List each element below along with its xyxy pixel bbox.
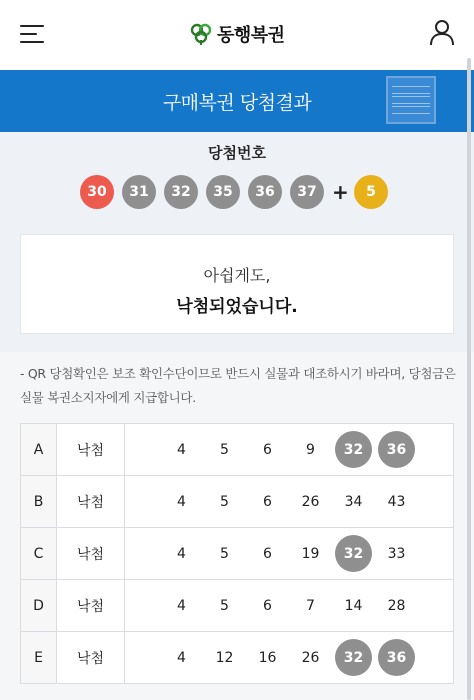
brand-logo-link[interactable] — [190, 20, 285, 48]
winning-number-ball: 36 — [248, 175, 282, 209]
winning-number-ball: 30 — [80, 175, 114, 209]
game-number: 19 — [301, 545, 320, 562]
games-table — [20, 423, 454, 684]
matched-number-ball: 32 — [335, 639, 372, 676]
top-navigation-bar — [0, 0, 474, 70]
game-result: 낙첨 — [57, 424, 125, 476]
game-row — [21, 632, 454, 684]
page-scrollbar[interactable] — [467, 58, 471, 700]
game-row — [21, 476, 454, 528]
game-numbers-cell — [125, 476, 454, 528]
game-number: 5 — [220, 545, 229, 562]
game-result: 낙첨 — [57, 632, 125, 684]
game-label: A — [21, 424, 57, 476]
game-number: 16 — [258, 649, 277, 666]
result-message-line1: 아쉽게도, — [203, 266, 271, 285]
winning-number-ball: 31 — [122, 175, 156, 209]
game-numbers-cell — [125, 580, 454, 632]
matched-number-ball: 36 — [378, 431, 415, 468]
game-row — [21, 424, 454, 476]
game-number: 28 — [387, 597, 406, 614]
game-number: 26 — [301, 649, 320, 666]
game-row — [21, 580, 454, 632]
winning-number-ball: 35 — [206, 175, 240, 209]
game-number: 6 — [263, 597, 272, 614]
game-number: 6 — [263, 493, 272, 510]
game-numbers-cell — [125, 632, 454, 684]
game-label: B — [21, 476, 57, 528]
brand-name: 동행복권 — [217, 25, 285, 46]
game-result: 낙첨 — [57, 580, 125, 632]
page-title: 구매복권 당첨결과 — [162, 92, 312, 114]
matched-number-ball: 32 — [335, 535, 372, 572]
game-number: 5 — [220, 441, 229, 458]
game-number: 4 — [177, 597, 186, 614]
plus-sign: + — [332, 180, 349, 204]
clover-logo-icon — [190, 22, 212, 46]
winning-number-ball: 37 — [290, 175, 324, 209]
game-result: 낙첨 — [57, 476, 125, 528]
game-numbers-cell — [125, 528, 454, 580]
winning-numbers-balls — [80, 174, 396, 210]
winning-numbers-section — [0, 132, 474, 352]
result-title-band — [0, 70, 474, 132]
game-number: 34 — [344, 493, 363, 510]
result-message-card — [20, 234, 454, 334]
game-number: 14 — [344, 597, 363, 614]
winning-numbers-title: 당첨번호 — [208, 144, 266, 162]
game-number: 12 — [215, 649, 234, 666]
game-number: 5 — [220, 493, 229, 510]
game-number: 33 — [387, 545, 406, 562]
game-label: C — [21, 528, 57, 580]
hamburger-menu-icon[interactable] — [20, 22, 44, 46]
game-label: E — [21, 632, 57, 684]
game-number: 6 — [263, 441, 272, 458]
game-number: 9 — [306, 441, 315, 458]
result-message-line2: 낙첨되었습니다. — [176, 297, 298, 317]
game-number: 4 — [177, 441, 186, 458]
game-number: 5 — [220, 597, 229, 614]
game-number: 4 — [177, 649, 186, 666]
matched-number-ball: 36 — [378, 639, 415, 676]
game-result: 낙첨 — [57, 528, 125, 580]
user-icon[interactable] — [428, 18, 456, 46]
winning-number-ball: 32 — [164, 175, 198, 209]
seal-stamp-icon — [386, 76, 436, 124]
matched-number-ball: 32 — [335, 431, 372, 468]
game-number: 4 — [177, 493, 186, 510]
game-label: D — [21, 580, 57, 632]
game-number: 4 — [177, 545, 186, 562]
bonus-number-ball: 5 — [354, 175, 388, 209]
game-number: 26 — [301, 493, 320, 510]
game-number: 43 — [387, 493, 406, 510]
qr-notice-text: - QR 당첨확인은 보조 확인수단이므로 반드시 실물과 대조하시기 바라며, 당첨금은 실물 복권소지자에게 지급합니다. — [20, 366, 456, 405]
game-number: 6 — [263, 545, 272, 562]
game-numbers-cell — [125, 424, 454, 476]
game-number: 7 — [306, 597, 315, 614]
game-row — [21, 528, 454, 580]
